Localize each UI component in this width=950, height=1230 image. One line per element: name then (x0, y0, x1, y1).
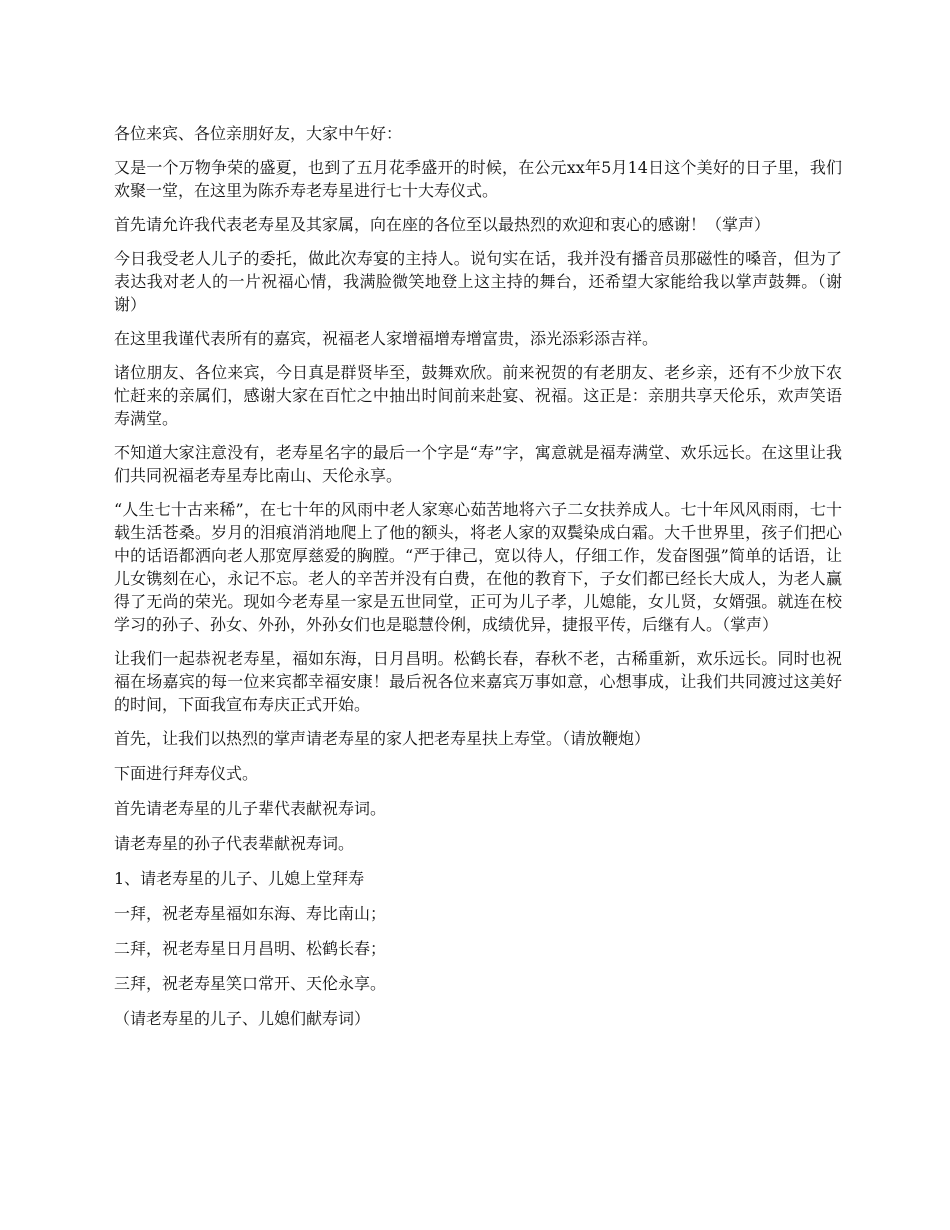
blessing-paragraph: 在这里我谨代表所有的嘉宾，祝福老人家增福增寿增富贵，添光添彩添吉祥。 (114, 329, 659, 348)
escort-paragraph: 首先，让我们以热烈的掌声请老寿星的家人把老寿星扶上寿堂。（请放鞭炮） (114, 729, 651, 748)
offer-speech-paragraph: （请老寿星的儿子、儿媳们献寿词） (114, 1009, 371, 1028)
greeting-paragraph: 各位来宾、各位亲朋好友，大家中午好： (114, 124, 403, 143)
step-one-paragraph: 1、请老寿星的儿子、儿媳上堂拜寿 (114, 869, 365, 888)
host-intro-paragraph: 今日我受老人儿子的委托，做此次寿宴的主持人。说句实在话，我并没有播音员那磁性的嗓音，但为了表达我对老人的一片祝福心情，我满脸微笑地登上这主持的舞台，还希望大家能给我以掌声鼓舞。（谢谢） (114, 249, 842, 314)
name-meaning-paragraph: 不知道大家注意没有，老寿星名字的最后一个字是“寿”字，寓意就是福寿满堂、欢乐远长。在这里让我们共同祝福老寿星寿比南山、天伦永享。 (114, 443, 842, 485)
welcome-paragraph: 首先请允许我代表老寿星及其家属，向在座的各位至以最热烈的欢迎和衷心的感谢！（掌声） (114, 215, 771, 234)
ceremony-paragraph: 下面进行拜寿仪式。 (114, 764, 259, 783)
guests-paragraph: 诸位朋友、各位来宾，今日真是群贤毕至，鼓舞欢欣。前来祝贺的有老朋友、老乡亲，还有不少放下农忙赶来的亲属们，感谢大家在百忙之中抽出时间前来赴宴、祝福。这正是：亲朋共享天伦乐，欢声笑语寿满堂。 (114, 363, 842, 428)
third-bow-paragraph: 三拜，祝老寿星笑口常开、天伦永享。 (114, 974, 387, 993)
second-bow-paragraph: 二拜，祝老寿星日月昌明、松鹤长春； (114, 939, 387, 958)
opening-paragraph: 又是一个万物争荣的盛夏，也到了五月花季盛开的时候，在公元xx年5月14日这个美好的日子里，我们欢聚一堂，在这里为陈乔寿老寿星进行七十大寿仪式。 (114, 158, 842, 200)
life-story-paragraph: “人生七十古来稀”，在七十年的风雨中老人家寒心茹苦地将六子二女扶养成人。七十年风风雨雨，七十载生活苍桑。岁月的泪痕消消地爬上了他的额头，将老人家的双鬓染成白霜。大千世界里，孩子们把心中的话语都洒向老人那宽厚慈爱的胸膛。“严于律己，宽以待人，仔细工作，发奋图强”简单的话语，让儿女镌刻在心，永记不忘。老人的辛苦并没有白费，在他的教育下，子女们都已经长大成人，为老人赢得了无尚的荣光。现如今老寿星一家是五世同堂，正可为儿子孝，儿媳能，女儿贤，女婿强。就连在校学习的孙子、孙女、外孙，外孙女们也是聪慧伶俐，成绩优异，捷报平传，后继有人。（掌声） (114, 500, 842, 634)
celebration-paragraph: 让我们一起恭祝老寿星，福如东海，日月昌明。松鹤长春，春秋不老，古稀重新，欢乐远长。同时也祝福在场嘉宾的每一位来宾都幸福安康！最后祝各位来嘉宾万事如意，心想事成，让我们共同渡过这美好的时间，下面我宣布寿庆正式开始。 (114, 649, 842, 714)
grandsons-speech-paragraph: 请老寿星的孙子代表辈献祝寿词。 (114, 834, 355, 853)
sons-speech-paragraph: 首先请老寿星的儿子辈代表献祝寿词。 (114, 799, 387, 818)
first-bow-paragraph: 一拜，祝老寿星福如东海、寿比南山； (114, 904, 387, 923)
